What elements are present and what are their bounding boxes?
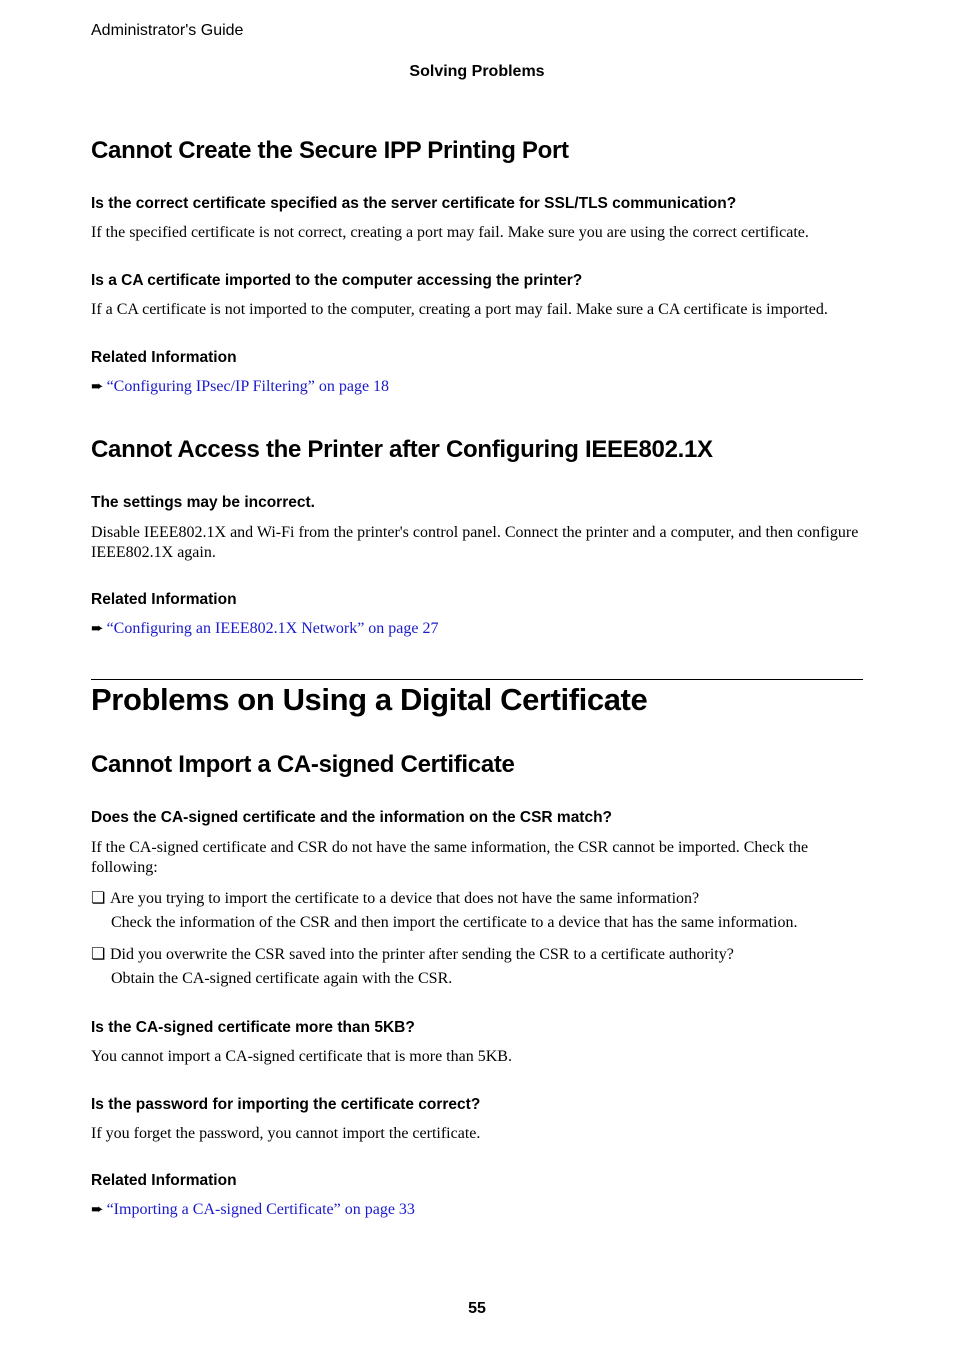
section-title-secure-ipp: Cannot Create the Secure IPP Printing Port bbox=[91, 137, 569, 164]
link-text[interactable]: “Configuring IPsec/IP Filtering” on page 18 bbox=[106, 378, 390, 395]
arrow-icon: ➨ bbox=[91, 379, 104, 395]
question-server-certificate: Is the correct certificate specified as the server certificate for SSL/TLS communication? bbox=[91, 195, 737, 212]
question-password: Is the password for importing the certificate correct? bbox=[91, 1096, 481, 1113]
checkbox-bullet-icon: ❏ bbox=[91, 946, 106, 963]
answer-csr-match: If the CA-signed certificate and CSR do not have the same information, the CSR cannot be imported. Check the following: bbox=[91, 839, 809, 876]
chapter-divider bbox=[91, 679, 863, 680]
answer-size-5kb: You cannot import a CA-signed certificate that is more than 5KB. bbox=[91, 1048, 512, 1065]
guide-title: Administrator's Guide bbox=[91, 22, 244, 39]
chapter-title-digital-certificate: Problems on Using a Digital Certificate bbox=[91, 682, 648, 717]
question-settings-incorrect: The settings may be incorrect. bbox=[91, 494, 315, 511]
page-number: 55 bbox=[468, 1300, 486, 1317]
related-link-ipsec[interactable] bbox=[91, 377, 389, 396]
chapter-header: Solving Problems bbox=[409, 63, 545, 80]
link-text[interactable]: “Importing a CA-signed Certificate” on page 33 bbox=[106, 1201, 415, 1218]
related-information-heading: Related Information bbox=[91, 1172, 237, 1189]
list-item bbox=[91, 888, 699, 908]
list-item-text: Did you overwrite the CSR saved into the printer after sending the CSR to a certificate authority? bbox=[110, 946, 734, 963]
list-item-detail: Check the information of the CSR and then import the certificate to a device that has the same information. bbox=[111, 914, 798, 931]
list-item-text: Are you trying to import the certificate to a device that does not have the same information? bbox=[110, 890, 700, 907]
related-information-heading: Related Information bbox=[91, 349, 237, 366]
related-link-import-ca-signed[interactable] bbox=[91, 1200, 415, 1219]
checkbox-bullet-icon: ❏ bbox=[91, 890, 106, 907]
answer-server-certificate: If the specified certificate is not correct, creating a port may fail. Make sure you are using the correct certificate. bbox=[91, 224, 809, 241]
answer-ca-certificate: If a CA certificate is not imported to the computer, creating a port may fail. Make sure a CA certificate is imported. bbox=[91, 301, 828, 318]
list-item bbox=[91, 944, 734, 964]
question-size-5kb: Is the CA-signed certificate more than 5KB? bbox=[91, 1019, 415, 1036]
arrow-icon: ➨ bbox=[91, 1202, 104, 1218]
section-title-import-ca-signed: Cannot Import a CA-signed Certificate bbox=[91, 751, 515, 778]
question-csr-match: Does the CA-signed certificate and the information on the CSR match? bbox=[91, 809, 613, 826]
answer-password: If you forget the password, you cannot import the certificate. bbox=[91, 1125, 481, 1142]
related-information-heading: Related Information bbox=[91, 591, 237, 608]
link-text[interactable]: “Configuring an IEEE802.1X Network” on page 27 bbox=[106, 620, 439, 637]
related-link-ieee8021x[interactable] bbox=[91, 619, 439, 638]
arrow-icon: ➨ bbox=[91, 621, 104, 637]
list-item-detail: Obtain the CA-signed certificate again with the CSR. bbox=[111, 970, 453, 987]
question-ca-certificate: Is a CA certificate imported to the computer accessing the printer? bbox=[91, 272, 583, 289]
section-title-ieee8021x: Cannot Access the Printer after Configuring IEEE802.1X bbox=[91, 436, 713, 463]
answer-settings-incorrect: Disable IEEE802.1X and Wi-Fi from the printer's control panel. Connect the printer and a computer, and then configure IEEE802.1X again. bbox=[91, 524, 859, 561]
